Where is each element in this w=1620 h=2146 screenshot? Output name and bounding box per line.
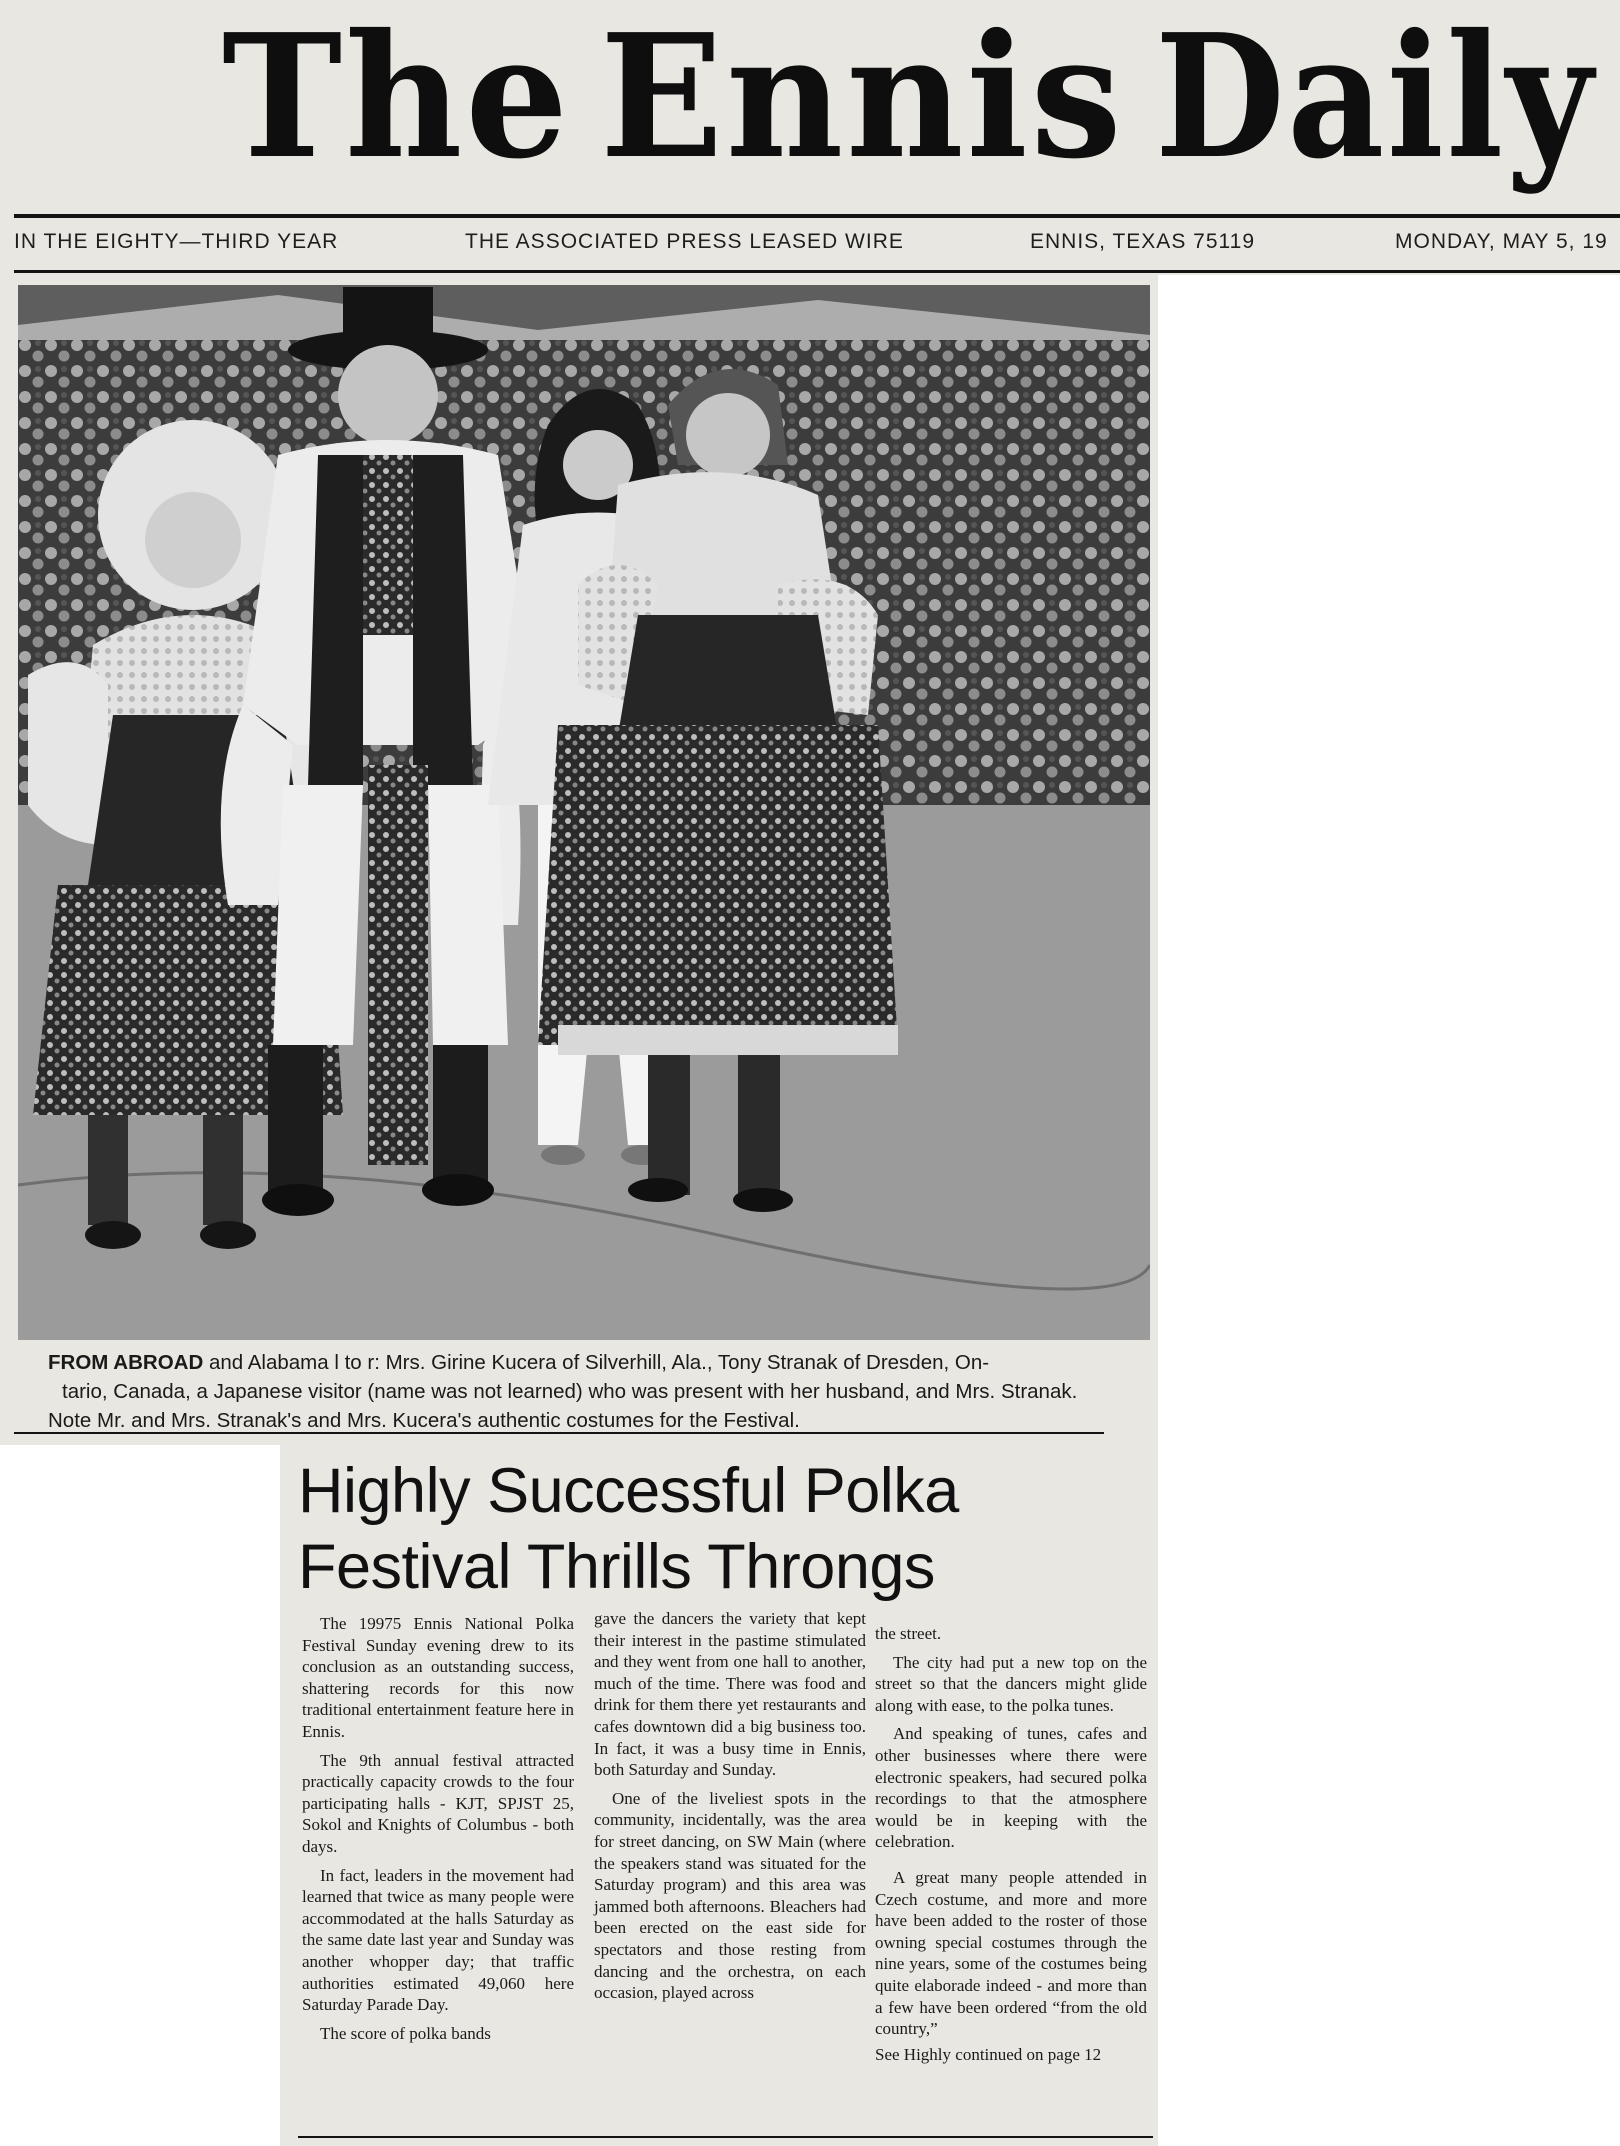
newspaper-nameplate: [0, 0, 1620, 210]
col1-paragraph-3: In fact, leaders in the movement had learned that twice as many people were accommodated at the halls Saturday as the same date last year and Sunday was another whopper day; that traffic authorities estimated 49,060 here Saturday Parade Day.: [302, 1865, 574, 2015]
caption-line-1: [48, 1348, 1138, 1377]
festival-photo: [18, 285, 1150, 1340]
caption-line-2: tario, Canada, a Japanese visitor (name was not learned) who was present with her husband, and Mrs. Stranak.: [62, 1380, 1078, 1403]
nameplate-word-1: The: [222, 0, 571, 197]
col1-paragraph-4: The score of polka bands: [320, 2023, 491, 2043]
caption-line-1-text: and Alabama l to r: Mrs. Girine Kucera of Silverhill, Ala., Tony Stranak of Dresden, On-: [203, 1351, 990, 1374]
dateline-place: ENNIS, TEXAS 75119: [1030, 230, 1255, 253]
caption-lead: FROM ABROAD: [48, 1351, 204, 1374]
nameplate-word-2: Ennis: [600, 0, 1125, 197]
dateline-year: IN THE EIGHTY—THIRD YEAR: [14, 230, 339, 253]
nameplate-word-3: Daily: [1155, 0, 1596, 197]
headline-line-2: Festival Thrills Throngs: [298, 1532, 935, 1602]
col3-paragraph-2: The city had put a new top on the street so that the dancers might glide along with ease, to the polka tunes.: [875, 1652, 1147, 1715]
jump-line: See Highly continued on page 12: [875, 2044, 1102, 2064]
photo-caption: [48, 1348, 1138, 1435]
dateline-date: MONDAY, MAY 5, 19: [1395, 230, 1608, 253]
col3-paragraph-3: And speaking of tunes, cafes and other businesses where there were electronic speakers, had secured polka recordings to that the atmosphere would be in keeping with the celebration.: [875, 1724, 1147, 1852]
article-column-3: [875, 1623, 1147, 2065]
col3-paragraph-1: the street.: [875, 1624, 942, 1643]
caption-line-3: Note Mr. and Mrs. Stranak's and Mrs. Kucera's authentic costumes for the Festival.: [48, 1409, 800, 1432]
article-bottom-rule: [298, 2136, 1153, 2138]
dateline-wire: THE ASSOCIATED PRESS LEASED WIRE: [465, 230, 904, 253]
article-column-2: [594, 1608, 866, 2004]
col3-paragraph-4: A great many people attended in Czech costume, and more and more have been added to the roster of those owning special costumes through the nine years, some of the costumes being quite elaborade indeed - and more than a few have been ordered “from the old country,”: [875, 1867, 1147, 2039]
festival-photo-art: [18, 285, 1150, 1340]
article-column-1: [302, 1613, 574, 2044]
col2-paragraph-1: gave the dancers the variety that kept their interest in the pastime stimulated and they went from one hall to another, much of the time. There was food and drink for them there yet restaurants and cafes downtown did a big business too. In fact, it was a busy time in Ennis, both Saturday and Sunday.: [594, 1609, 866, 1780]
col2-paragraph-2: One of the liveliest spots in the community, incidentally, was the area for street dancing, on SW Main (where the speakers stand was situated for the Saturday program) and this area was jammed both afternoons. Bleachers had been erected on the east side for spectators and those resting from dancing and the orchestra, on each occasion, played across: [594, 1788, 866, 2003]
masthead-rule-top: [14, 214, 1620, 218]
col1-paragraph-2: The 9th annual festival attracted practically capacity crowds to the four participating halls - KJT, SPJST 25, Sokol and Knights of Columbus - both days.: [302, 1750, 574, 1856]
col1-paragraph-1: The 19975 Ennis National Polka Festival Sunday evening drew to its conclusion as an outstanding success, shattering records for this now traditional entertainment feature here in Ennis.: [302, 1614, 574, 1741]
headline-line-1: Highly Successful Polka: [298, 1456, 959, 1526]
masthead-rule-bottom: [14, 270, 1620, 273]
